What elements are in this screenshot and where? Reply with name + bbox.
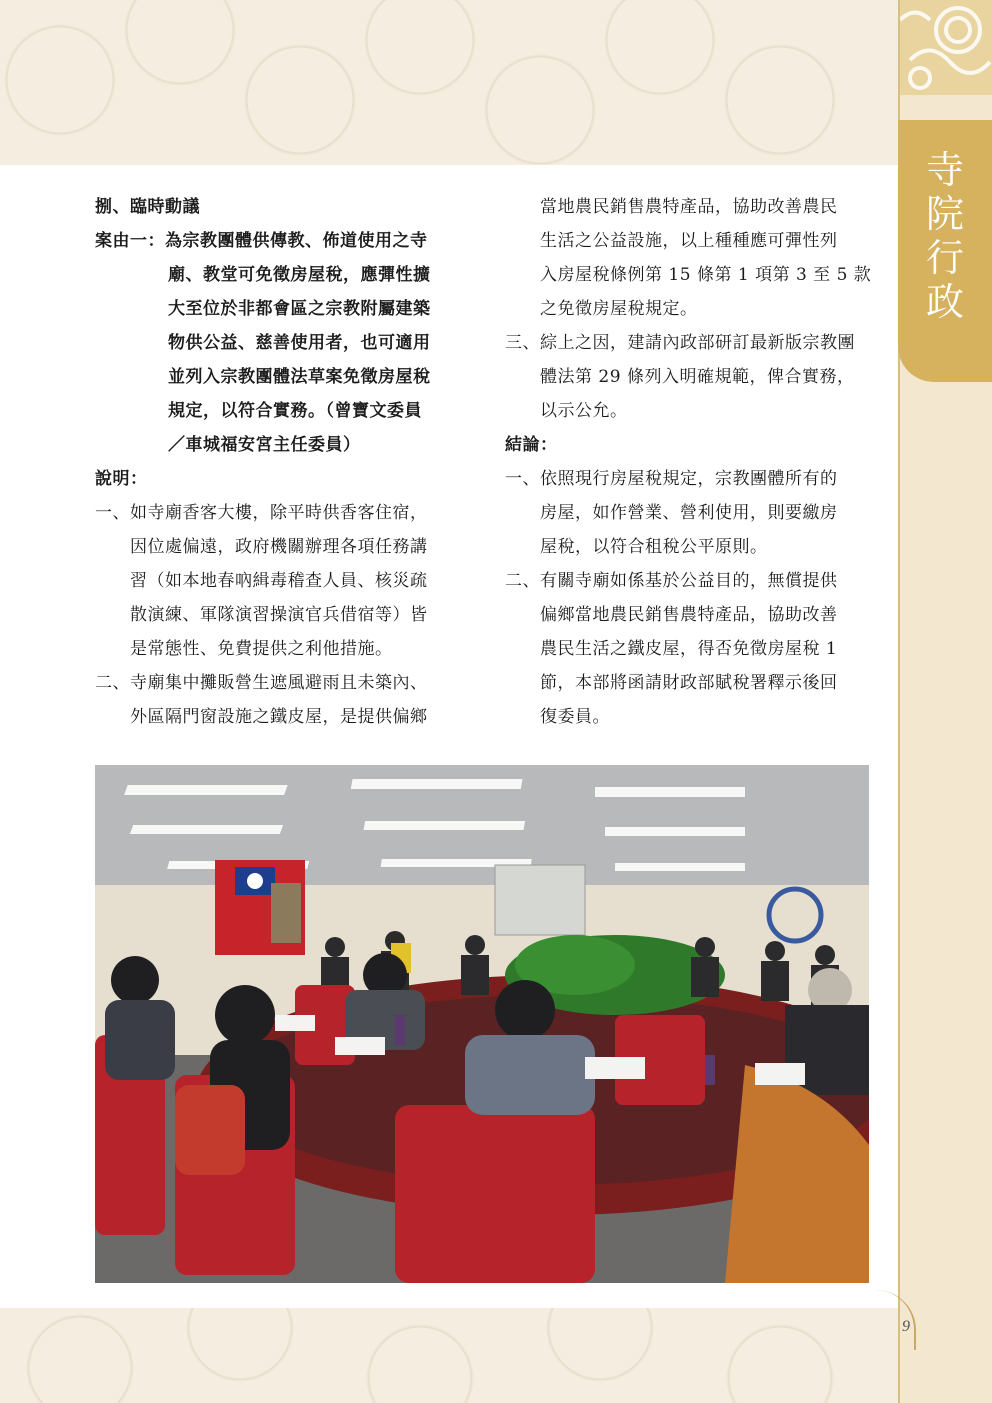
conclusion-item-line: 節，本部將函請財政部賦稅署釋示後回 bbox=[540, 673, 838, 693]
section-heading: 捌、臨時動議 bbox=[95, 197, 200, 217]
sidebar-title-char: 政 bbox=[925, 280, 964, 324]
motion-line: 大至位於非都會區之宗教附屬建築 bbox=[168, 299, 431, 319]
left-text-column bbox=[95, 190, 465, 734]
explanation-item-line: 二、寺廟集中攤販營生遮風避雨且未築內、 bbox=[95, 673, 428, 693]
conclusion-item-line: 偏鄉當地農民銷售農特產品，協助改善 bbox=[540, 605, 838, 625]
explanation-item-line: 之免徵房屋稅規定。 bbox=[540, 299, 698, 319]
conclusion-item-line: 一、依照現行房屋稅規定，宗教團體所有的 bbox=[505, 469, 838, 489]
conclusion-item-line: 農民生活之鐵皮屋，得否免徵房屋稅 1 bbox=[540, 639, 838, 659]
conclusion-heading: 結論： bbox=[505, 435, 558, 455]
explanation-item-line: 散演練、軍隊演習操演官兵借宿等）皆 bbox=[130, 605, 428, 625]
sidebar-section-title bbox=[918, 148, 972, 324]
conclusion-item-line: 復委員。 bbox=[540, 707, 610, 727]
conclusion-item-line: 二、有關寺廟如係基於公益目的，無償提供 bbox=[505, 571, 838, 591]
conclusion-item-line: 房屋，如作營業、營利使用，則要繳房 bbox=[540, 503, 838, 523]
motion-line: 規定，以符合實務。（曾寶文委員 bbox=[168, 401, 422, 421]
page-number: 9 bbox=[902, 1318, 910, 1335]
meeting-photo bbox=[95, 765, 869, 1283]
motion-line: 並列入宗教團體法草案免徵房屋稅 bbox=[168, 367, 431, 387]
motion-line: 案由一：為宗教團體供傳教、佈道使用之寺 bbox=[95, 231, 428, 251]
explanation-item-line: 生活之公益設施，以上種種應可彈性列 bbox=[540, 231, 838, 251]
explanation-item-line: 外區隔門窗設施之鐵皮屋，是提供偏鄉 bbox=[130, 707, 428, 727]
top-decorative-band bbox=[0, 0, 992, 165]
conclusion-item-line: 屋稅，以符合租稅公平原則。 bbox=[540, 537, 768, 557]
corner-ornament-icon bbox=[900, 0, 992, 95]
bottom-decorative-band bbox=[0, 1308, 992, 1403]
sidebar-title-char: 行 bbox=[925, 236, 964, 280]
sidebar-title-char: 寺 bbox=[925, 148, 964, 192]
explanation-item-line: 體法第 29 條列入明確規範，俾合實務， bbox=[540, 367, 855, 387]
explanation-item-line: 三、綜上之因，建請內政部研訂最新版宗教團 bbox=[505, 333, 855, 353]
explanation-item-line: 以示公允。 bbox=[540, 401, 628, 421]
right-text-column bbox=[505, 190, 875, 734]
sidebar-title-char: 院 bbox=[925, 192, 964, 236]
explanation-item-line: 習（如本地春吶緝毒稽查人員、核災疏 bbox=[130, 571, 428, 591]
explanation-item-line: 因位處偏遠，政府機關辦理各項任務講 bbox=[130, 537, 428, 557]
explanation-item-line: 當地農民銷售農特產品，協助改善農民 bbox=[540, 197, 838, 217]
explanation-item-line: 一、如寺廟香客大樓，除平時供香客住宿， bbox=[95, 503, 428, 523]
motion-line: 物供公益、慈善使用者，也可適用 bbox=[168, 333, 431, 353]
explanation-item-line: 入房屋稅條例第 15 條第 1 項第 3 至 5 款 bbox=[540, 265, 872, 285]
explanation-item-line: 是常態性、免費提供之利他措施。 bbox=[130, 639, 393, 659]
explanation-heading: 說明： bbox=[95, 469, 148, 489]
motion-line: 廟、教堂可免徵房屋稅，應彈性擴 bbox=[168, 265, 431, 285]
motion-line: ／車城福安宮主任委員） bbox=[168, 435, 361, 455]
